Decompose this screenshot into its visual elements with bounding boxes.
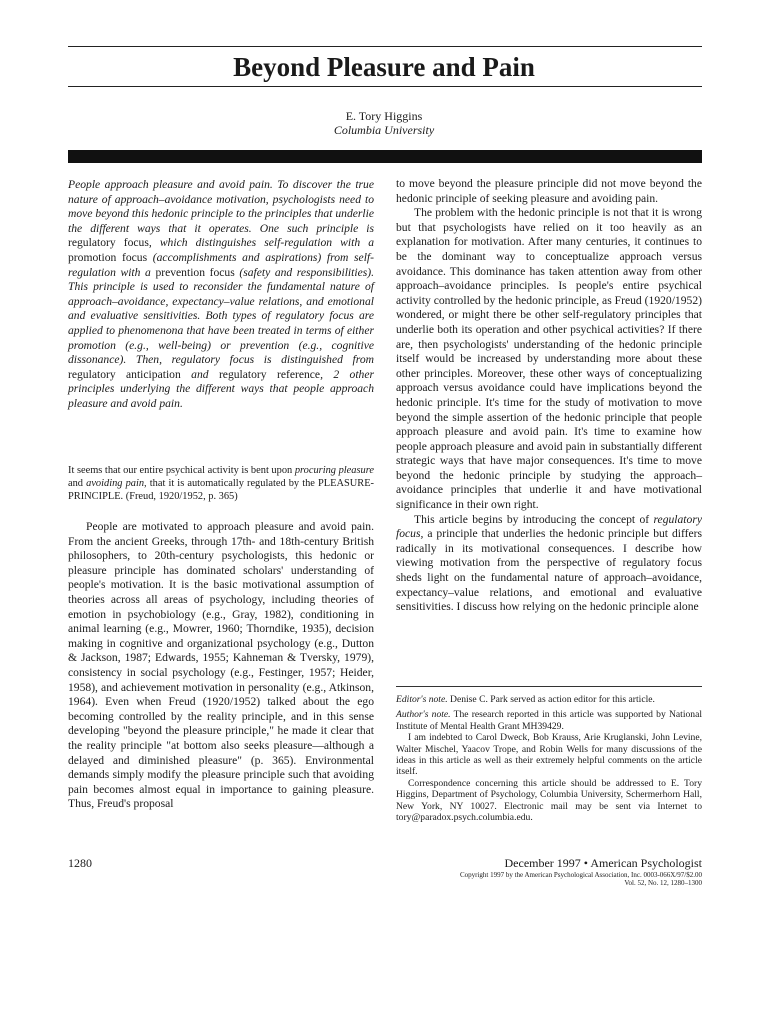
epigraph-text: that it is automatically regulated by the PLEASURE-PRINCIPLE. (Freud, 1920/1952, p. 365) xyxy=(68,478,374,502)
abstract-text: People approach pleasure and avoid pain. To discover the true nature of approach–avoidance motivation, psychologists need to move beyond this hedonic principle to the principles that underlie the different ways that it operates. One such principle is xyxy=(68,178,374,235)
body-paragraph: to move beyond the pleasure principle did not move beyond the hedonic principle of seeking pleasure and avoiding pain. xyxy=(396,177,702,205)
editor-note-text: Denise C. Park served as action editor for this article. xyxy=(450,694,655,705)
body-paragraph: The problem with the hedonic principle is not that it is wrong but that psychologists have relied on it too heavily as an explanation for motivation. After many centuries, it continues to be the dominant way to conceptualize approach versus avoidance. This dominance has taken attention away from other approach–avoidance principles. Is people's entire psychical activity controlled by the hedonic principle, as Freud (1920/1952) wondered, or might there be other self-regulatory principles that underlie both its operation and other psychical activities? If there are, then psychologists' understanding of the hedonic principle itself would be increased by understanding more about these other principles. Moreover, these other ways of conceptualizing approach versus avoidance could have implications beyond the hedonic principle. It's time for the study of motivation to move beyond the simple assertion of the hedonic principle that people approach pleasure and avoid pain. It's time to examine how people approach pleasure and avoid pain in substantially different strategic ways that have major consequences. It's time to move beyond the hedonic principle by studying the approach–avoidance principles that underlie it and have motivational significance in their own right. xyxy=(396,206,702,512)
abstract-text: (accomplishments and aspirations) from self-regulation with a xyxy=(68,250,374,279)
copyright-line: Copyright 1997 by the American Psychological Association, Inc. 0003-066X/97/$2.00 xyxy=(459,871,702,879)
body-paragraph xyxy=(396,513,702,615)
article-title: Beyond Pleasure and Pain xyxy=(233,52,535,82)
title-rule xyxy=(68,86,702,87)
article-notes xyxy=(396,694,702,823)
abstract-term: regulatory reference xyxy=(218,367,321,381)
author-affiliation: Columbia University xyxy=(333,123,435,137)
author-note-label: Author's note. xyxy=(396,709,451,721)
abstract-term: prevention focus xyxy=(155,265,235,279)
abstract xyxy=(68,178,374,412)
abstract-term: regulatory focus xyxy=(68,236,149,250)
editor-note xyxy=(396,694,702,705)
volume-line: Vol. 52, No. 12, 1280–1300 xyxy=(624,879,702,887)
header-bar xyxy=(68,150,702,163)
abstract-term: promotion focus xyxy=(68,250,148,264)
epigraph-text: and xyxy=(68,478,84,489)
top-rule xyxy=(68,46,702,47)
abstract-text: , 2 other principles underlying the different ways that people approach pleasure and avoid pain. xyxy=(68,367,375,410)
body-emphasis: regulatory focus, xyxy=(396,512,702,541)
epigraph-text: It seems that our entire psychical activity is bent upon xyxy=(68,465,293,476)
epigraph xyxy=(68,464,374,503)
abstract-text: , which distinguishes self-regulation with a xyxy=(148,236,374,250)
epigraph-emphasis: avoiding pain, xyxy=(86,478,147,489)
author-name: E. Tory Higgins xyxy=(345,109,423,123)
body-column-left xyxy=(68,520,374,812)
notes-rule xyxy=(396,686,702,687)
body-text: a principle that underlies the hedonic principle but differs radically in its motivational consequences. I describe how viewing motivation from the perspective of regulatory focus sheds light on the fundamental nature of approach–avoidance, expectancy–value relations, and emotional and evaluative sensitivities. I discuss how relying on the hedonic principle alone xyxy=(396,527,703,614)
correspondence: Correspondence concerning this article should be addressed to E. Tory Higgins, Department of Psychology, Columbia University, Schermerhorn Hall, New York, NY 10027. Electronic mail may be sent via Internet to tory@paradox.psych.columbia.edu. xyxy=(396,777,702,824)
journal-issue: December 1997 • American Psychologist xyxy=(504,856,702,870)
body-text: This article begins by introducing the concept of xyxy=(414,512,650,526)
editor-note-label: Editor's note. xyxy=(396,694,448,705)
body-column-right xyxy=(396,177,702,615)
epigraph-emphasis: procuring pleasure xyxy=(294,465,375,476)
abstract-text: and xyxy=(191,367,209,381)
author-note-text: The research reported in this article was supported by National Institute of Mental Health Grant MH39429. xyxy=(396,709,702,732)
acknowledgments: I am indebted to Carol Dweck, Bob Krauss, Arie Kruglanski, John Levine, Walter Mischel, Yaacov Trope, and Robin Wells for many discussions of the ideas in this article as well as their extremely helpful comments on the article itself. xyxy=(396,732,702,778)
body-paragraph: People are motivated to approach pleasure and avoid pain. From the ancient Greeks, through 17th- and 18th-century British philosophers, to 20th-century psychologists, this hedonic or pleasure principle has dominated scholars' understanding of people's motivation. It is the basic motivational assumption of theories across all areas of psychology, including theories of emotion in psychobiology (e.g., Gray, 1982), conditioning in animal learning (e.g., Mowrer, 1960; Thorndike, 1935), decision making in cognitive and organizational psychology (e.g., Dutton & Jackson, 1987; Edwards, 1955; Kahneman & Tversky, 1979), consistency in social psychology (e.g., Festinger, 1957; Heider, 1958), and achievement motivation in personality (e.g., Atkinson, 1964). Even when Freud (1920/1952) talked about the ego becoming controlled by the reality principle, and in this sense developing "beyond the pleasure principle," he made it clear that the reality principle "at bottom also seeks pleasure—although a delayed and diminished pleasure" (p. 365). Environmental demands simply modify the pleasure principle such that avoiding pain becomes almost equal in importance to gaining pleasure. Thus, Freud's proposal xyxy=(68,520,374,811)
abstract-term: regulatory anticipation xyxy=(68,367,181,381)
page-number: 1280 xyxy=(68,856,92,870)
abstract-text: (safety and responsibilities). This principle is used to reconsider the fundamental nature of approach–avoidance, expectancy–value relations, and emotional and evaluative sensitivities. Both types of regulatory focus are applied to phenomenona that have been treated in terms of either promotion (e.g., well-being) or prevention (e.g., cognitive dissonance). Then, regulatory focus is distinguished from xyxy=(68,265,374,367)
author-note xyxy=(396,709,702,732)
